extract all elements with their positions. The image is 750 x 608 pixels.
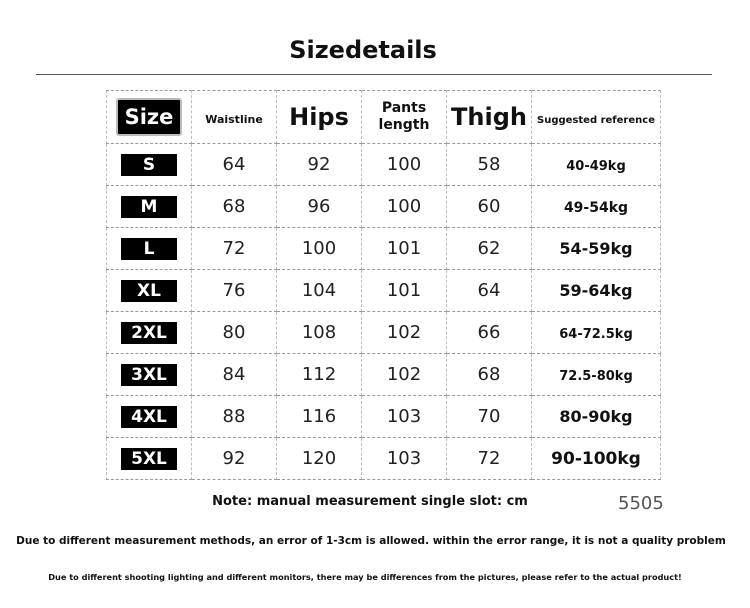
header-suggested-cell [532,91,661,144]
suggested-reference-value: 59-64kg [559,281,633,300]
waistline-value: 92 [222,448,246,469]
measurement-note: Note: manual measurement single slot: cm [212,494,528,509]
table-header-row [107,91,661,144]
hips-value: 108 [301,322,337,343]
page-title: Sizedetails [289,36,437,64]
size-badge: 4XL [121,406,177,428]
header-waistline-cell [192,91,277,144]
size-badge: 3XL [121,364,177,386]
measurement-disclaimer: Due to different measurement methods, an error of 1-3cm is allowed. within the error range, it is not a quality problem [16,535,726,547]
size-badge: 2XL [121,322,177,344]
header-thigh-cell [447,91,532,144]
pants-length-value: 102 [386,364,422,385]
header-thigh: Thigh [451,103,527,131]
waistline-value: 76 [222,280,246,301]
product-code: 5505 [618,493,664,514]
size-badge: S [121,154,177,176]
size-chart-table [106,90,661,480]
header-pants-length-cell [362,91,447,144]
suggested-reference-value: 54-59kg [559,239,633,258]
pants-length-value: 101 [386,238,422,259]
thigh-value: 62 [477,238,501,259]
size-badge: 5XL [121,448,177,470]
table-row [107,312,661,354]
suggested-reference-value: 49-54kg [563,200,629,216]
header-pants-length-line1: Pants [381,100,427,116]
pants-length-value: 101 [386,280,422,301]
waistline-value: 72 [222,238,246,259]
waistline-value: 64 [222,154,246,175]
header-suggested-reference: Suggested reference [537,114,655,126]
table-row [107,186,661,228]
waistline-value: 68 [222,196,246,217]
hips-value: 104 [301,280,337,301]
pants-length-value: 103 [386,406,422,427]
table-row [107,396,661,438]
title-divider [36,74,712,75]
header-pants-length-line2: length [378,117,430,133]
table-row [107,354,661,396]
table-row [107,438,661,480]
size-badge: XL [121,280,177,302]
thigh-value: 72 [477,448,501,469]
pants-length-value: 100 [386,196,422,217]
header-hips: Hips [289,103,349,131]
pants-length-value: 100 [386,154,422,175]
header-waistline: Waistline [205,112,263,126]
hips-value: 100 [301,238,337,259]
color-disclaimer: Due to different shooting lighting and different monitors, there may be differences from the pictures, please refer to the actual product! [48,572,682,582]
waistline-value: 80 [222,322,246,343]
hips-value: 120 [301,448,337,469]
table-row [107,270,661,312]
waistline-value: 84 [222,364,246,385]
suggested-reference-value: 90-100kg [551,448,641,469]
size-badge: M [121,196,177,218]
suggested-reference-value: 40-49kg [566,159,626,174]
hips-value: 116 [301,406,337,427]
thigh-value: 58 [477,154,501,175]
thigh-value: 60 [477,196,501,217]
hips-value: 96 [307,196,331,217]
suggested-reference-value: 64-72.5kg [559,327,633,342]
header-size-cell [107,91,192,144]
header-size: Size [116,98,183,136]
suggested-reference-value: 80-90kg [559,407,633,426]
thigh-value: 64 [477,280,501,301]
table-row [107,228,661,270]
size-badge: L [121,238,177,260]
hips-value: 112 [301,364,337,385]
pants-length-value: 102 [386,322,422,343]
pants-length-value: 103 [386,448,422,469]
thigh-value: 68 [477,364,501,385]
table-row [107,144,661,186]
header-hips-cell [277,91,362,144]
thigh-value: 66 [477,322,501,343]
hips-value: 92 [307,154,331,175]
suggested-reference-value: 72.5-80kg [559,369,633,384]
thigh-value: 70 [477,406,501,427]
waistline-value: 88 [222,406,246,427]
